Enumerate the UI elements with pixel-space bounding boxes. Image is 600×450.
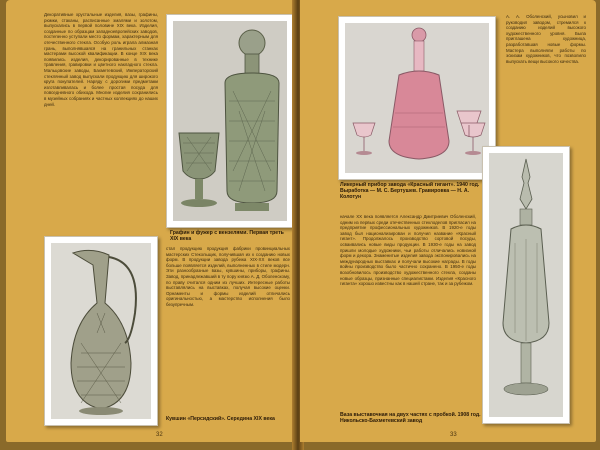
photo-exhibition-vase-image [489, 153, 563, 417]
right-page [300, 0, 596, 442]
exhibition-vase-illustration [489, 153, 563, 417]
left-page-lower-text: стал продукцию продукция фабрики провинциальных мастерских Стекольщик, получившая их к созданию новых форм. В продукции завода рубежа XIX-XX веков все больше появляется изделий, выполненных в стиле модерн. Эти разнообразные вазы, кувшины, приборы, графины. Завод, принадлежавший в ту пору князю А. Д. Оболенскому, по праву считался одним из лучших. Интересные работы выставлялись на выставках, получая высокие оценки. Орнаменты и формы изделий отличались оригинальностью, а мастерство исполнения было безупречным. [166, 246, 290, 307]
decanter-and-glass-illustration [173, 21, 287, 221]
left-page-text-column: Декоративные хрустальные изделия, вазы, графины, рюмки, стаканы, расписанные эмалями и золотом, выпускались в первой половине XIX века. Изделия, созданные по образцам западноевропейских заводов, постепенно уступали место формам, характерным для отечественного стекла. Особую роль играла алмазная грань, выполнявшаяся на гранильных станках мастерами высокой квалификации. В конце XIX века появились изделия, декорированные в технике травления, гравировки и цветного накладного стекла. Мальцовские заводы, Бахметевский, Императорский стеклянный завод выпускали продукцию для широкого круга покупателей. Наряду с дорогими предметами изготавливалась и более простая посуда для повседневного обихода. Многие изделия сохранились в музейных собраниях и частных коллекциях до наших дней. [44, 12, 158, 107]
page-number-left: 32 [156, 432, 163, 438]
photo-decanter-and-glass-image [173, 21, 287, 221]
caption-persian-jug: Кувшин «Персидский». Середина XIX века [166, 416, 275, 422]
photo-exhibition-vase [482, 146, 570, 424]
photo-persian-jug-image [51, 243, 151, 419]
right-page-main-text: начале XX века появляется Александр Дмитриевич Оболенский, одним из первых среди отечественных стеклоделов пригласил на предприятие профессиональных художников. В 1920-е годы завод был национализирован и получил название «Красный гигант». Продолжалось производство сортовой посуды, осваивались новые виды продукции. В 1930-е годы на завод пришли молодые художники, чьи работы отличались новизной форм и декора. Знаменитые изделия завода экспонировались на международных выставках и получали высокие награды. В годы войны производство было частично сохранено. В 1950-е годы возобновилось производство художественного стекла, созданы новые образцы, признанные специалистами. Изделия «Красного гиганта» хорошо известны как в нашей стране, так и за рубежом. [340, 214, 476, 287]
photo-liqueur-set-image [345, 23, 489, 173]
caption-decanter-and-glass: Графин и фужер с вензелями. Первая треть XIX века [170, 230, 284, 242]
persian-jug-illustration [51, 243, 151, 419]
photo-decanter-and-glass [166, 14, 294, 228]
photo-persian-jug [44, 236, 158, 426]
photo-liqueur-set [338, 16, 496, 180]
liqueur-set-illustration [345, 23, 489, 173]
right-page-top-text: А. А. Оболенский, усыновил и руководил заводом, стремился к созданию изделий высокого художественного уровня. Была приглашена художница, разработавшая новые формы. Мастера выполняли работы по эскизам художников, что позволило выпускать вещи высокого качества. [506, 14, 586, 64]
page-number-right: 33 [450, 432, 457, 438]
left-page [6, 0, 294, 442]
caption-exhibition-vase: Ваза выставочная на двух частях с пробкой. 1908 год. Никольско-Бахметевский завод [340, 412, 481, 424]
caption-liqueur-set: Ликерный прибор завода «Красный гигант». 1940 год. Выработка — М. С. Бертушев. Гравировка — Н. А. Колотун [340, 182, 480, 200]
